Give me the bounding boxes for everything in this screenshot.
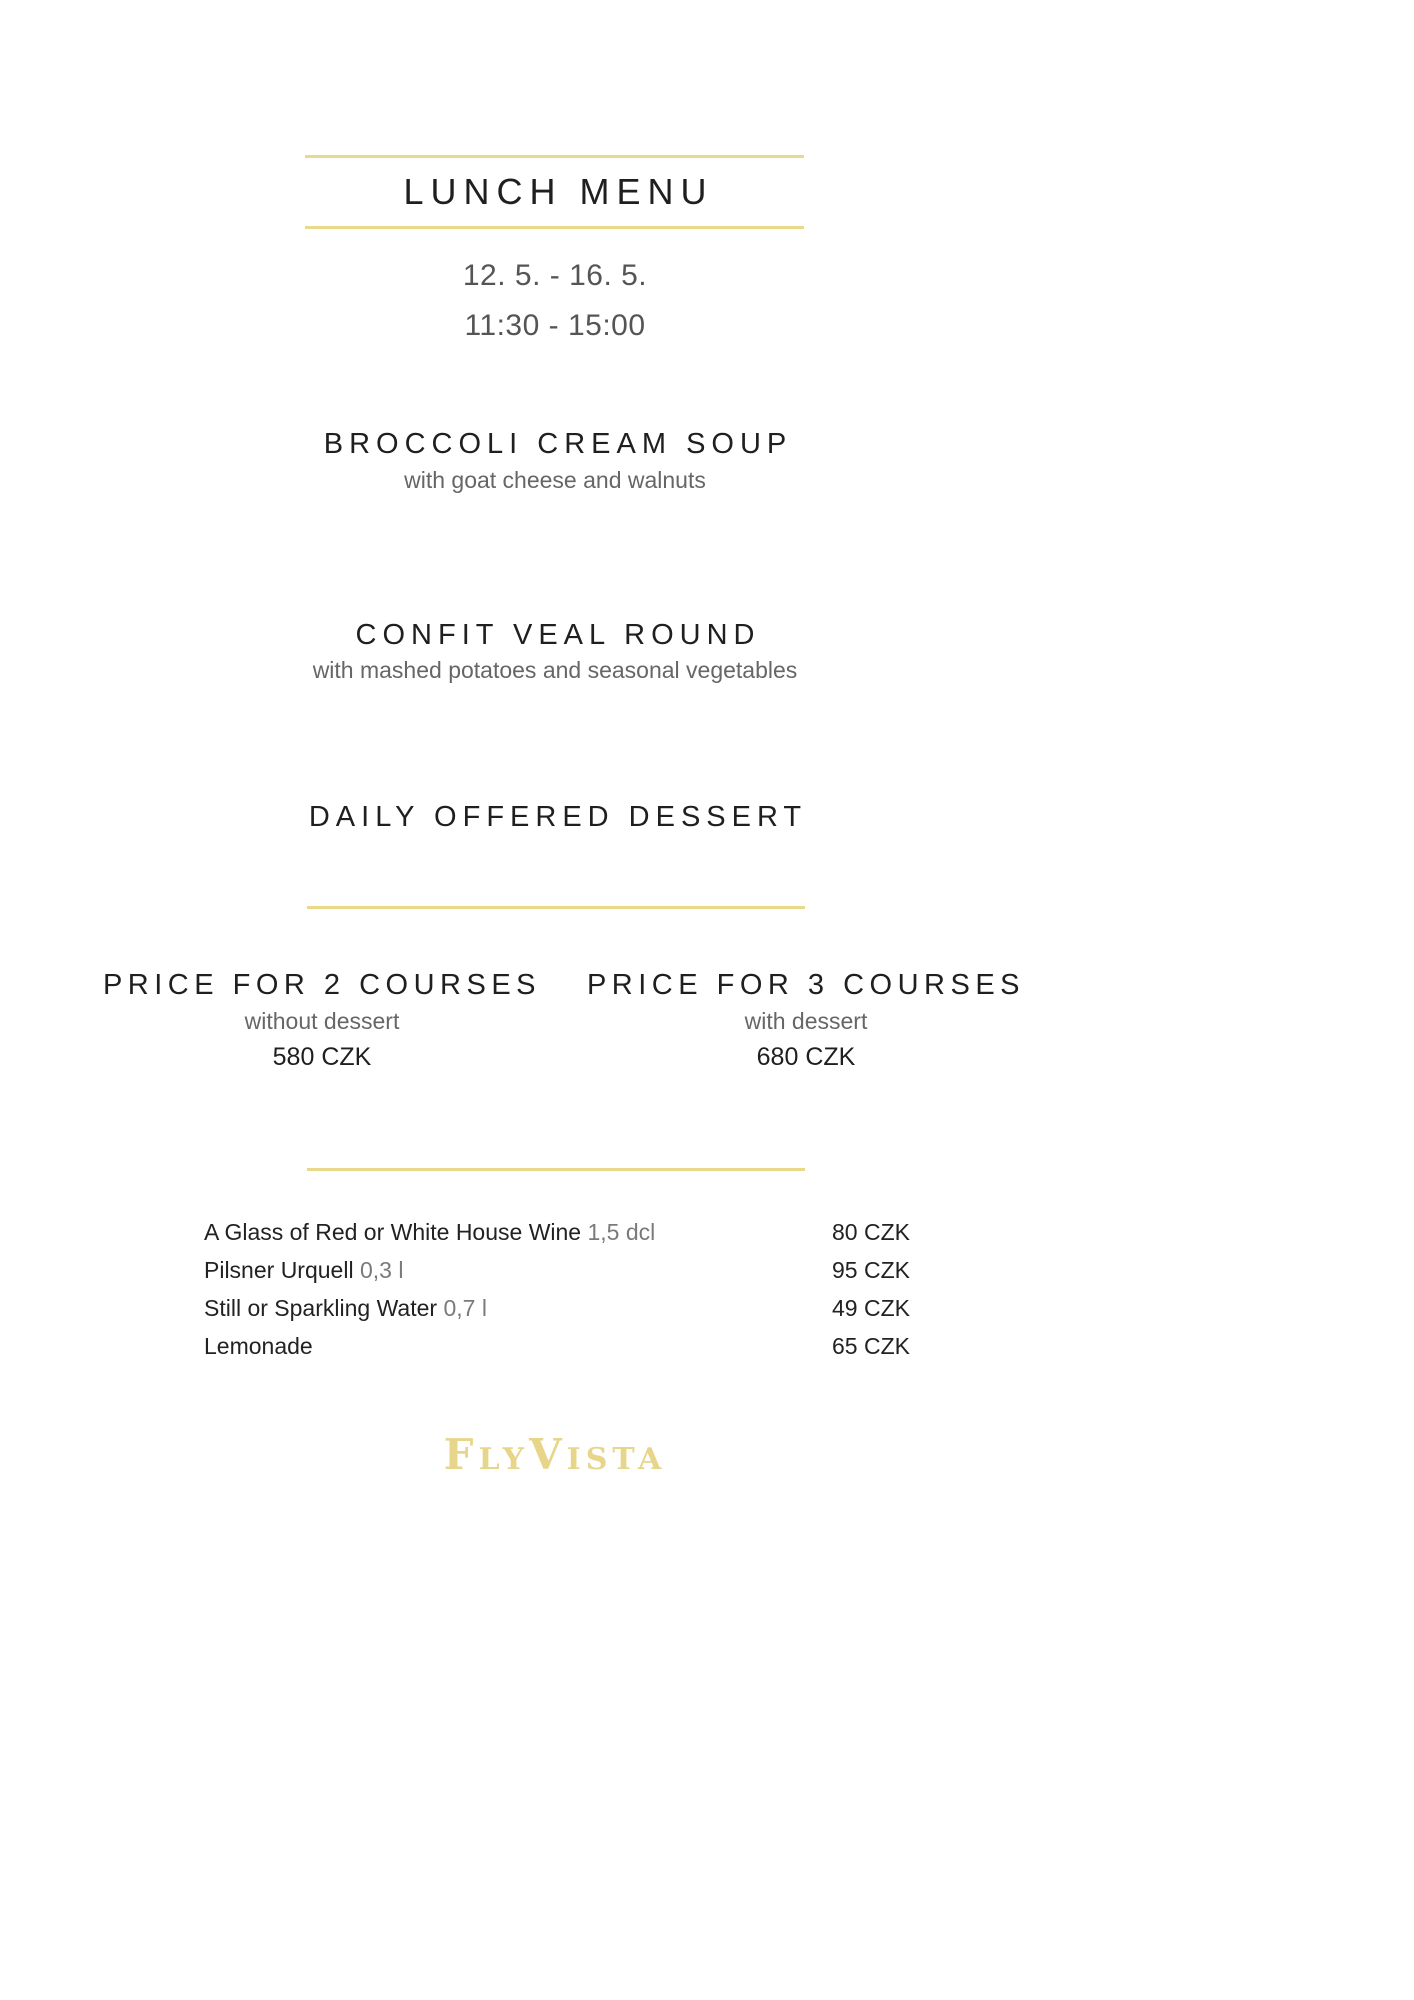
page-title: LUNCH MENU <box>403 171 714 212</box>
drink-size: 0,7 l <box>443 1295 487 1321</box>
price-3-courses-title: PRICE FOR 3 COURSES <box>586 969 1026 1001</box>
time-range: 11:30 - 15:00 <box>464 309 646 342</box>
drink-price: 49 CZK <box>832 1295 910 1321</box>
drink-name: Lemonade <box>204 1333 313 1359</box>
drink-row <box>204 1219 910 1249</box>
drink-row <box>204 1295 910 1325</box>
drink-row <box>204 1333 910 1363</box>
price-2-courses-subtitle: without dessert <box>244 1008 400 1034</box>
drink-price: 65 CZK <box>832 1333 910 1359</box>
drink-price: 95 CZK <box>832 1257 910 1283</box>
drink-price: 80 CZK <box>832 1219 910 1245</box>
course-main-name: CONFIT VEAL ROUND <box>355 619 761 651</box>
price-3-courses-value: 680 CZK <box>756 1043 856 1071</box>
price-3-courses <box>576 969 1036 1072</box>
drink-name: Still or Sparkling Water 0,7 l <box>204 1295 487 1321</box>
header-bottom-rule <box>305 226 804 229</box>
date-range: 12. 5. - 16. 5. <box>462 259 648 292</box>
divider-rule-1 <box>307 906 805 909</box>
course-soup-name: BROCCOLI CREAM SOUP <box>323 428 793 460</box>
course-dessert-name: DAILY OFFERED DESSERT <box>308 801 808 833</box>
drink-name: Pilsner Urquell 0,3 l <box>204 1257 404 1283</box>
brand-logo: FLYVISTA <box>443 1430 667 1479</box>
price-2-courses <box>92 969 552 1072</box>
price-2-courses-title: PRICE FOR 2 COURSES <box>102 969 542 1001</box>
drink-row <box>204 1257 910 1287</box>
drink-size: 0,3 l <box>359 1257 404 1283</box>
drink-name: A Glass of Red or White House Wine 1,5 dcl <box>204 1219 656 1245</box>
price-3-courses-subtitle: with dessert <box>744 1008 868 1034</box>
drink-size: 1,5 dcl <box>587 1219 656 1245</box>
course-main-description: with mashed potatoes and seasonal vegetables <box>312 657 798 683</box>
header-top-rule <box>305 155 804 158</box>
course-soup-description: with goat cheese and walnuts <box>404 467 706 493</box>
divider-rule-2 <box>307 1168 805 1171</box>
price-2-courses-value: 580 CZK <box>272 1043 372 1071</box>
